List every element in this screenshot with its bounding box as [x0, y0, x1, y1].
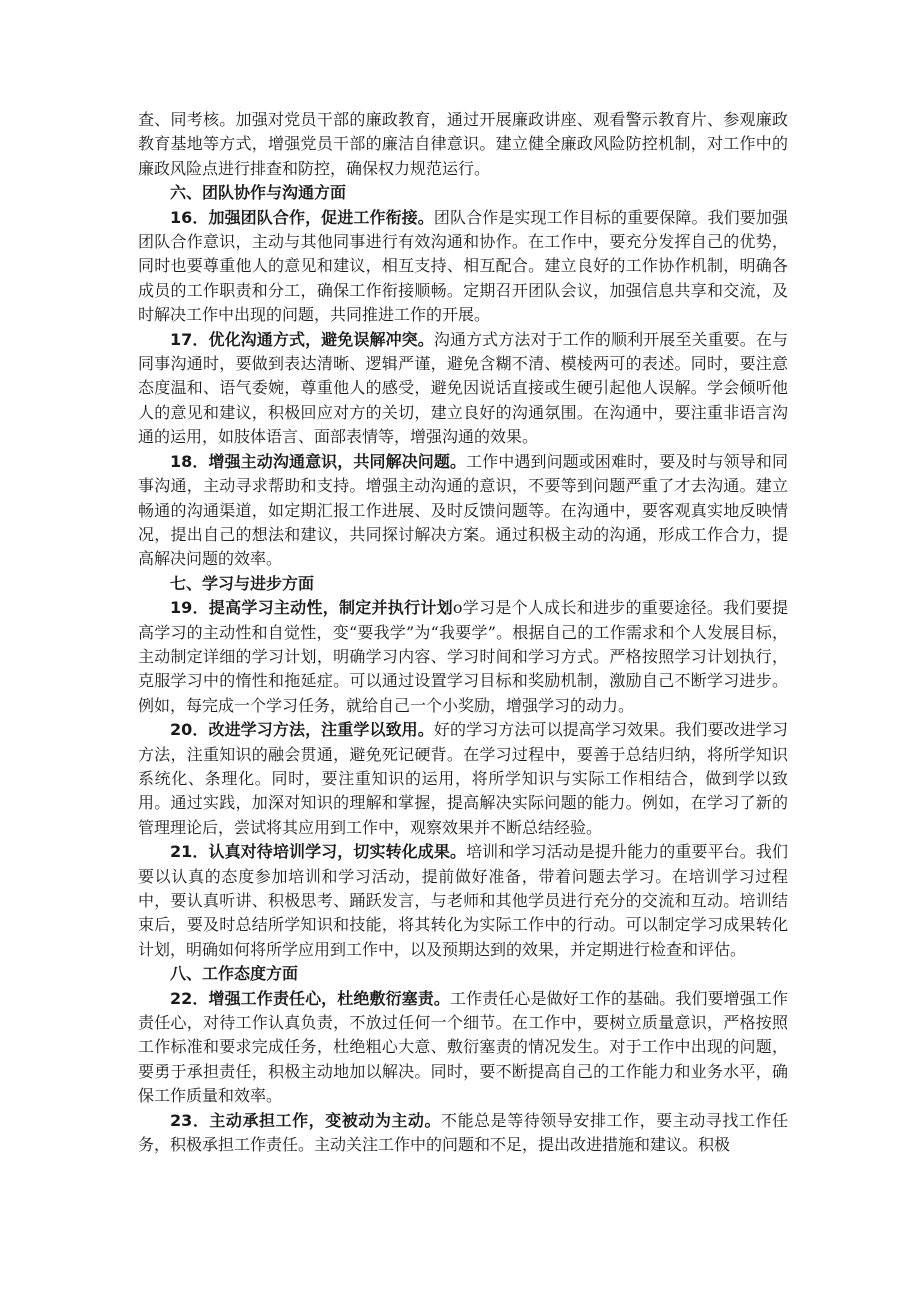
paragraph-20 — [138, 718, 788, 840]
paragraph-lead: 16．加强团队合作，促进工作衔接。 — [170, 207, 434, 227]
paragraph-lead: 22．增强工作责任心，杜绝敷衍塞责。 — [170, 988, 450, 1008]
paragraph-lead: 21．认真对待培训学习，切实转化成果。 — [170, 842, 467, 862]
paragraph-21 — [138, 840, 788, 962]
paragraph-16 — [138, 206, 788, 328]
paragraph-18 — [138, 450, 788, 572]
paragraph-text: 工作责任心是做好工作的基础。我们要增强工作责任心，对待工作认真负责，不放过任何一个细节。在工作中，要树立质量意识，严格按照工作标准和要求完成任务，杜绝粗心大意、敷衍塞责的情况发生。对于工作中出现的问题，要勇于承担责任，积极主动地加以解决。同时，要不断提高自己的工作能力和业务水平，确保工作质量和效率。 — [138, 988, 788, 1106]
paragraph-lead: 23．主动承担工作，变被动为主动。 — [170, 1110, 442, 1130]
paragraph-text: 工作中遇到问题或困难时，要及时与领导和同事沟通，主动寻求帮助和支持。增强主动沟通的意识，不要等到问题严重了才去沟通。建立畅通的沟通渠道，如定期汇报工作进展、及时反馈问题等。在沟通中，要客观真实地反映情况，提出自己的想法和建议，共同探讨解决方案。通过积极主动的沟通，形成工作合力，提高解决问题的效率。 — [138, 451, 788, 569]
section-heading-eight: 八、工作态度方面 — [170, 964, 299, 984]
paragraph-lead: 18．增强主动沟通意识，共同解决问题。 — [170, 451, 467, 471]
paragraph-22 — [138, 987, 788, 1109]
paragraph-lead: 20．改进学习方法，注重学以致用。 — [170, 720, 434, 740]
paragraph-23 — [138, 1109, 788, 1158]
paragraph-17 — [138, 328, 788, 450]
paragraph-lead: 17．优化沟通方式，避免误解冲突。 — [170, 329, 434, 349]
paragraph-continuation — [138, 108, 788, 181]
paragraph-text: 不能总是等待领导安排工作，要主动寻找工作任务，积极承担工作责任。主动关注工作中的问题和不足，提出改进措施和建议。积极 — [138, 1110, 788, 1155]
paragraph-text: 查、同考核。加强对党员干部的廉政教育，通过开展廉政讲座、观看警示教育片、参观廉政教育基地等方式，增强党员干部的廉洁自律意识。建立健全廉政风险防控机制，对工作中的廉政风险点进行排查和防控，确保权力规范运行。 — [138, 110, 788, 178]
paragraph-text: 好的学习方法可以提高学习效果。我们要改进学习方法，注重知识的融会贯通，避免死记硬背。在学习过程中，要善于总结归纳，将所学知识系统化、条理化。同时，要注重知识的运用，将所学知识与实际工作相结合，做到学以致用。通过实践，加深对知识的理解和掌握，提高解决实际问题的能力。例如，在学习了新的管理理论后，尝试将其应用到工作中，观察效果并不断总结经验。 — [138, 720, 788, 837]
section-heading-seven: 七、学习与进步方面 — [170, 573, 315, 593]
paragraph-text: 沟通方式方法对于工作的顺利开展至关重要。在与同事沟通时，要做到表达清晰、逻辑严谨，避免含糊不清、模棱两可的表述。同时，要注意态度温和、语气委婉，尊重他人的感受，避免因说话直接或生硬引起他人误解。学会倾听他人的意见和建议，积极回应对方的关切，建立良好的沟通氛围。在沟通中，要注重非语言沟通的运用，如肢体语言、面部表情等，增强沟通的效果。 — [138, 329, 788, 447]
paragraph-lead: 19．提高学习主动性，制定并执行计划 — [170, 598, 453, 618]
paragraph-19 — [138, 596, 788, 718]
paragraph-text: 培训和学习活动是提升能力的重要平台。我们要以认真的态度参加培训和学习活动，提前做好准备，带着问题去学习。在培训学习过程中，要认真听讲、积极思考、踊跃发言，与老师和其他学员进行充分的交流和互动。培训结束后，要及时总结所学知识和技能，将其转化为实际工作中的行动。可以制定学习成果转化计划，明确如何将所学应用到工作中，以及预期达到的效果，并定期进行检查和评估。 — [138, 842, 788, 959]
document-page — [138, 108, 788, 1157]
paragraph-text: 团队合作是实现工作目标的重要保障。我们要加强团队合作意识，主动与其他同事进行有效沟通和协作。在工作中，要充分发挥自己的优势，同时也要尊重他人的意见和建议，相互支持、相互配合。建立良好的工作协作机制，明确各成员的工作职责和分工，确保工作衔接顺畅。定期召开团队会议，加强信息共享和交流，及时解决工作中出现的问题，共同推进工作的开展。 — [138, 207, 788, 325]
section-heading-six: 六、团队协作与沟通方面 — [170, 183, 347, 203]
paragraph-text: o学习是个人成长和进步的重要途径。我们要提高学习的主动性和自觉性，变“要我学”为“我要学”。根据自己的工作需求和个人发展目标，主动制定详细的学习计划，明确学习内容、学习时间和学习方式。严格按照学习计划执行，克服学习中的惰性和拖延症。可以通过设置学习目标和奖励机制，激励自己不断学习进步。例如，每完成一个学习任务，就给自己一个小奖励，增强学习的动力。 — [138, 598, 788, 715]
